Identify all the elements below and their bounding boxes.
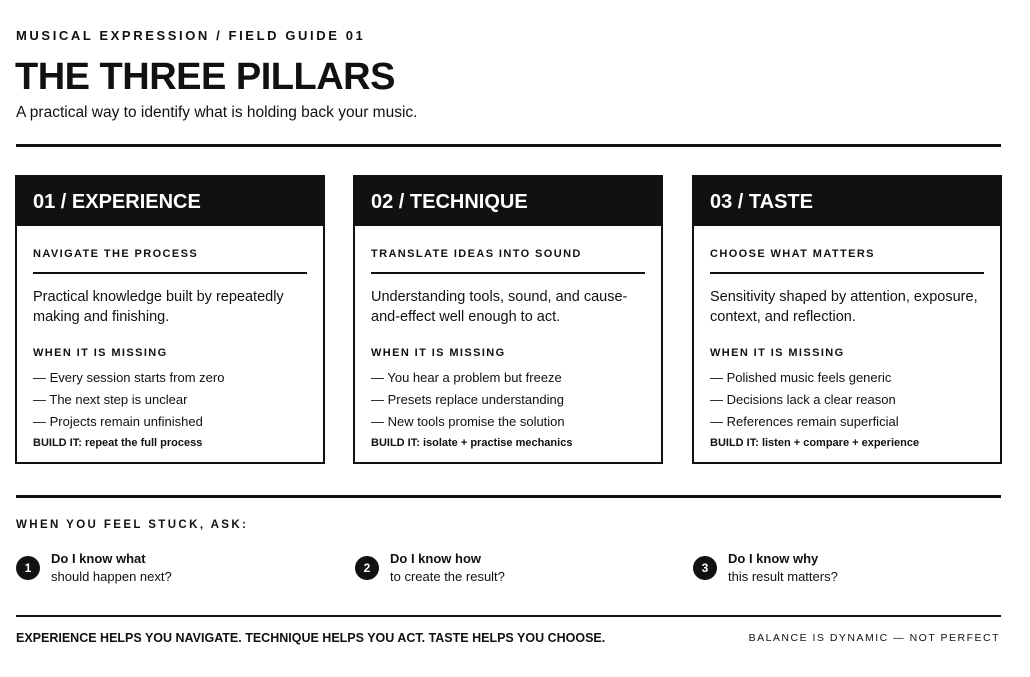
pillar-divider <box>710 272 984 274</box>
symptom-item: — Presets replace understanding <box>371 391 564 407</box>
pillar-heading: 03 / TASTE <box>694 177 1000 226</box>
pillar-kicker: TRANSLATE IDEAS INTO SOUND <box>371 248 582 260</box>
question-lead: Do I know why <box>728 551 819 566</box>
eyebrow: MUSICAL EXPRESSION / FIELD GUIDE 01 <box>16 28 366 43</box>
symptom-item: — References remain superficial <box>710 413 899 429</box>
question-lead: Do I know what <box>51 551 146 566</box>
pillar-kicker: NAVIGATE THE PROCESS <box>33 248 199 260</box>
symptom-item: — Projects remain unfinished <box>33 413 203 429</box>
question-number-badge: 1 <box>16 556 40 580</box>
pillar-heading: 01 / EXPERIENCE <box>17 177 323 226</box>
question-number-badge: 2 <box>355 556 379 580</box>
stuck-question <box>355 549 655 589</box>
footer-note: BALANCE IS DYNAMIC — NOT PERFECT <box>748 632 1000 644</box>
stuck-question <box>693 549 993 589</box>
header-divider <box>16 144 1001 147</box>
question-rest: should happen next? <box>51 569 172 584</box>
symptom-item: — Polished music feels generic <box>710 369 892 385</box>
footer-summary: EXPERIENCE HELPS YOU NAVIGATE. TECHNIQUE HELPS YOU ACT. TASTE HELPS YOU CHOOSE. <box>16 631 606 645</box>
build-it-tip: BUILD IT: listen + compare + experience <box>710 436 920 449</box>
symptom-list <box>33 367 307 433</box>
symptom-item: — Every session starts from zero <box>33 369 225 385</box>
missing-label: WHEN IT IS MISSING <box>33 346 168 359</box>
pillar-description: Understanding tools, sound, and cause-and-effect well enough to act. <box>371 288 628 325</box>
symptom-item: — The next step is unclear <box>33 391 188 407</box>
symptom-item: — You hear a problem but freeze <box>371 369 562 385</box>
missing-label: WHEN IT IS MISSING <box>710 346 845 359</box>
page-subtitle: A practical way to identify what is holding back your music. <box>16 104 418 121</box>
question-rest: to create the result? <box>390 569 505 584</box>
pillar-kicker: CHOOSE WHAT MATTERS <box>710 248 875 260</box>
stuck-question <box>16 549 316 589</box>
build-it-tip: BUILD IT: isolate + practise mechanics <box>371 436 573 449</box>
symptom-list <box>710 367 984 433</box>
symptom-item: — New tools promise the solution <box>371 413 565 429</box>
symptom-item: — Decisions lack a clear reason <box>710 391 896 407</box>
section-divider <box>16 495 1001 498</box>
pillar-card-taste <box>692 175 1002 464</box>
build-it-tip: BUILD IT: repeat the full process <box>33 436 203 449</box>
page-title: THE THREE PILLARS <box>15 56 395 98</box>
stuck-prompt-label: WHEN YOU FEEL STUCK, ASK: <box>16 519 249 531</box>
pillar-card-experience <box>15 175 325 464</box>
question-rest: this result matters? <box>728 569 838 584</box>
footer-divider <box>16 615 1001 617</box>
pillar-divider <box>33 272 307 274</box>
pillar-divider <box>371 272 645 274</box>
symptom-list <box>371 367 645 433</box>
pillar-description: Sensitivity shaped by attention, exposure, context, and reflection. <box>710 288 978 325</box>
missing-label: WHEN IT IS MISSING <box>371 346 506 359</box>
pillar-card-technique <box>353 175 663 464</box>
question-lead: Do I know how <box>390 551 481 566</box>
pillar-description: Practical knowledge built by repeatedly making and finishing. <box>33 288 284 325</box>
pillar-heading: 02 / TECHNIQUE <box>355 177 661 226</box>
question-number-badge: 3 <box>693 556 717 580</box>
